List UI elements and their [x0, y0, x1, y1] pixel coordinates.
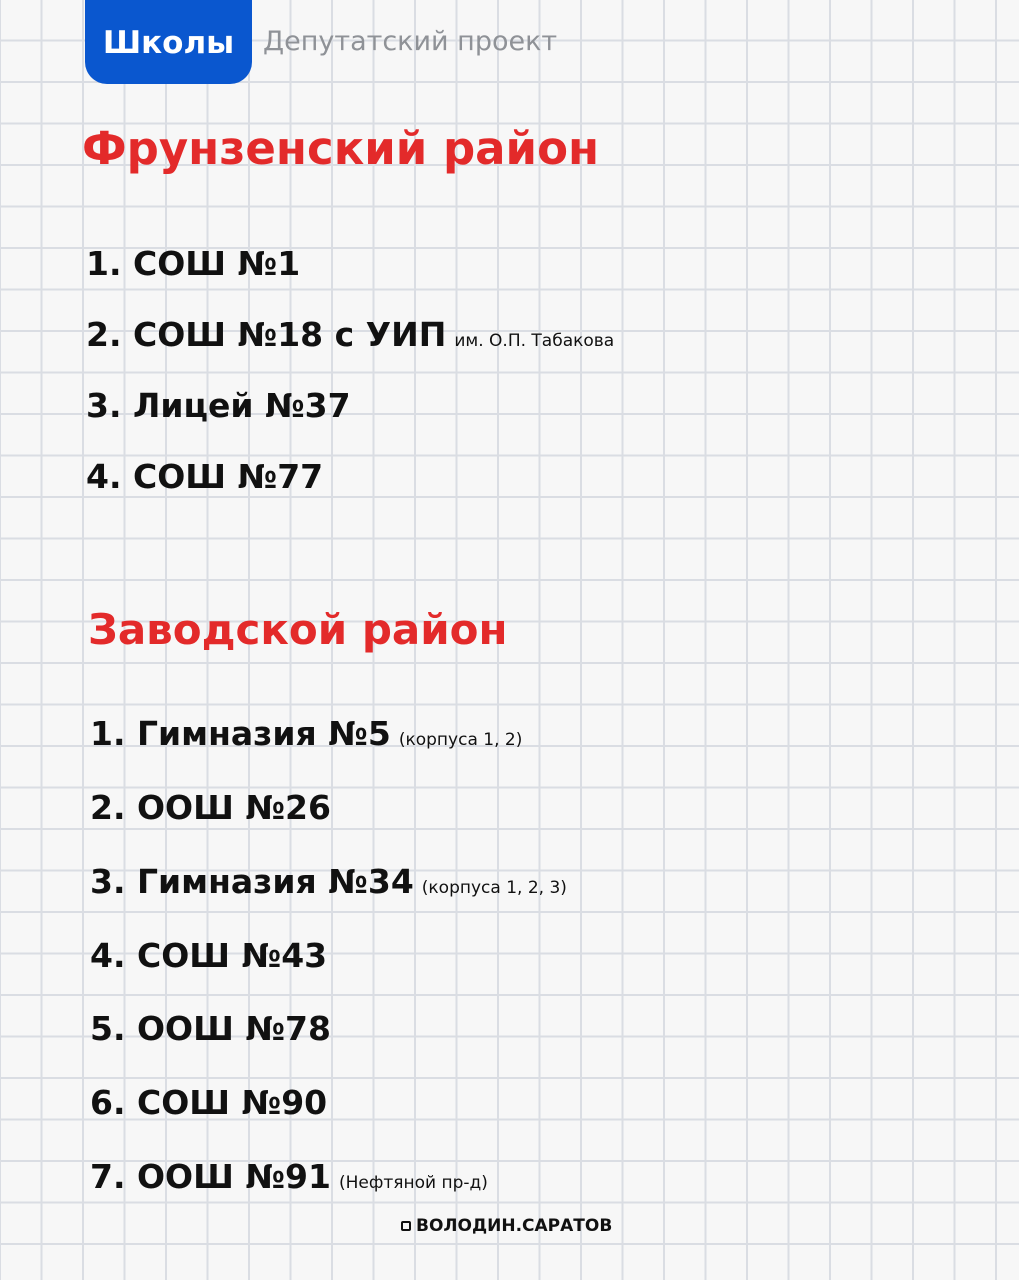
school-note: (Нефтяной пр-д) — [338, 1173, 488, 1193]
footer-brand-text: ВОЛОДИН.САРАТОВ — [416, 1216, 613, 1236]
school-list-item — [90, 1083, 335, 1122]
school-list-item — [90, 714, 522, 753]
school-name: 2. ООШ №26 — [90, 788, 331, 827]
school-note: (корпуса 1, 2) — [398, 730, 523, 750]
school-list-item — [90, 1009, 339, 1048]
school-list-item — [90, 788, 339, 827]
school-name: 1. СОШ №1 — [86, 244, 301, 283]
district-title-zavodskoy: Заводской район — [88, 605, 508, 654]
category-tag: Школы — [85, 0, 252, 84]
school-list-item — [86, 315, 614, 354]
school-name: 7. ООШ №91 — [90, 1157, 331, 1196]
square-logo-icon — [401, 1221, 411, 1231]
school-list-item — [86, 457, 331, 496]
school-list-item — [90, 1157, 488, 1196]
school-name: 2. СОШ №18 с УИП — [86, 315, 447, 354]
school-list-item — [90, 862, 567, 901]
school-name: 3. Гимназия №34 — [90, 862, 414, 901]
school-name: 4. СОШ №77 — [86, 457, 324, 496]
school-list-item — [86, 386, 359, 425]
school-name: 5. ООШ №78 — [90, 1009, 331, 1048]
footer-brand — [401, 1216, 612, 1236]
school-note: (корпуса 1, 2, 3) — [421, 878, 567, 898]
school-note: им. О.П. Табакова — [454, 331, 615, 351]
school-list-item — [90, 936, 335, 975]
district-title-frunzensky: Фрунзенский район — [82, 122, 600, 175]
school-name: 4. СОШ №43 — [90, 936, 328, 975]
school-name: 6. СОШ №90 — [90, 1083, 328, 1122]
school-name: 3. Лицей №37 — [86, 386, 351, 425]
project-subtitle: Депутатский проект — [263, 26, 558, 57]
school-list-item — [86, 244, 308, 283]
school-name: 1. Гимназия №5 — [90, 714, 391, 753]
